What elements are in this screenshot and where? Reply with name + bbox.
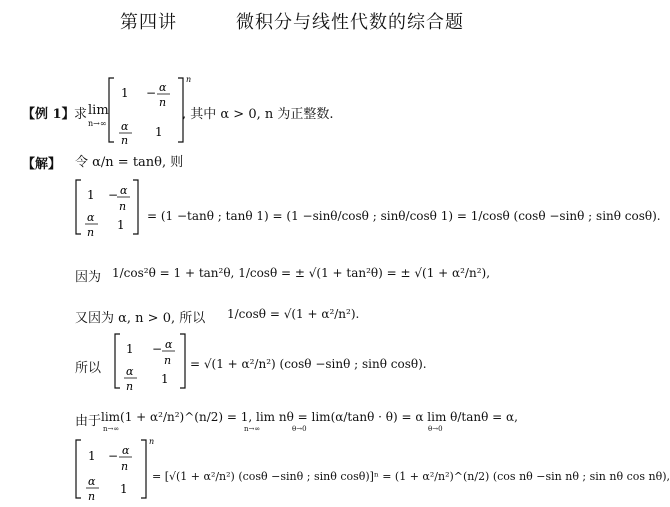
- from-equation: lim(1 + α²/n²)^(n/2) = 1, lim nθ = lim(α/tanθ · θ) = α lim θ/tanθ = α,: [101, 410, 518, 424]
- svg-text:1: 1: [155, 125, 163, 139]
- because-label: 因为: [75, 270, 102, 285]
- svg-text:1: 1: [120, 482, 128, 496]
- svg-text:n: n: [164, 354, 172, 367]
- svg-text:1: 1: [88, 449, 96, 463]
- svg-text:α: α: [88, 475, 96, 488]
- from-sub-4: θ→0: [428, 425, 443, 433]
- again-label: 又因为 α, n > 0, 所以: [75, 311, 206, 326]
- svg-text:−: −: [108, 449, 119, 463]
- from-sub-3: θ→0: [292, 425, 307, 433]
- svg-text:n: n: [88, 490, 96, 503]
- svg-text:1: 1: [117, 218, 125, 232]
- from-label: 由于: [75, 414, 102, 429]
- svg-text:n: n: [119, 200, 127, 213]
- svg-text:n: n: [186, 75, 192, 84]
- matrix-final: [75, 436, 170, 502]
- again-equation: 1/cosθ = √(1 + α²/n²).: [227, 307, 360, 321]
- svg-text:n: n: [121, 134, 129, 147]
- svg-text:1: 1: [161, 372, 169, 386]
- therefore-equation: = √(1 + α²/n²) (cosθ −sinθ ; sinθ cosθ).: [190, 357, 427, 371]
- svg-text:α: α: [120, 184, 128, 197]
- svg-text:α: α: [87, 211, 95, 224]
- svg-text:−: −: [146, 86, 157, 100]
- let-line: 令 α/n = tanθ, 则: [75, 155, 184, 170]
- lecture-topic: 微积分与线性代数的综合题: [236, 12, 464, 33]
- therefore-label: 所以: [75, 361, 102, 376]
- svg-text:α: α: [122, 444, 130, 457]
- from-sub-1: n→∞: [103, 425, 120, 433]
- svg-text:α: α: [126, 365, 134, 378]
- matrix-therefore: [114, 330, 194, 392]
- svg-text:1: 1: [126, 342, 134, 356]
- svg-text:n: n: [121, 460, 129, 473]
- svg-text:−: −: [152, 342, 163, 356]
- svg-text:−: −: [108, 188, 119, 202]
- svg-text:n: n: [126, 380, 134, 393]
- svg-text:n: n: [87, 226, 95, 239]
- svg-text:n: n: [159, 96, 167, 109]
- final-equation: = [√(1 + α²/n²) (cosθ −sinθ ; sinθ cosθ)]ⁿ = (1 + α²/n²)^(n/2) (cos nθ −sin nθ ; sin nθ cos nθ),: [152, 470, 670, 483]
- matrix-line: = (1 −tanθ ; tanθ 1) = (1 −sinθ/cosθ ; sinθ/cosθ 1) = 1/cosθ (cosθ −sinθ ; sinθ cosθ).: [147, 209, 661, 223]
- svg-text:1: 1: [87, 188, 95, 202]
- matrix-left: [75, 176, 145, 238]
- svg-text:α: α: [165, 338, 173, 351]
- from-sub-2: n→∞: [244, 425, 261, 433]
- because-equation: 1/cos²θ = 1 + tan²θ, 1/cosθ = ± √(1 + tan²θ) = ± √(1 + α²/n²),: [112, 266, 491, 280]
- example-condition: , 其中 α > 0, n 为正整数.: [182, 107, 334, 122]
- example-lim-sub: n→∞: [88, 119, 107, 128]
- svg-text:n: n: [149, 437, 155, 446]
- lecture-number: 第四讲: [120, 12, 177, 33]
- solution-label: 【解】: [22, 157, 62, 172]
- example-lim: lim: [88, 103, 109, 118]
- svg-text:1: 1: [121, 86, 129, 100]
- svg-text:α: α: [159, 81, 167, 94]
- example-prompt: 求: [74, 107, 88, 122]
- example-label: 【例 1】: [22, 107, 75, 122]
- svg-text:α: α: [121, 120, 129, 133]
